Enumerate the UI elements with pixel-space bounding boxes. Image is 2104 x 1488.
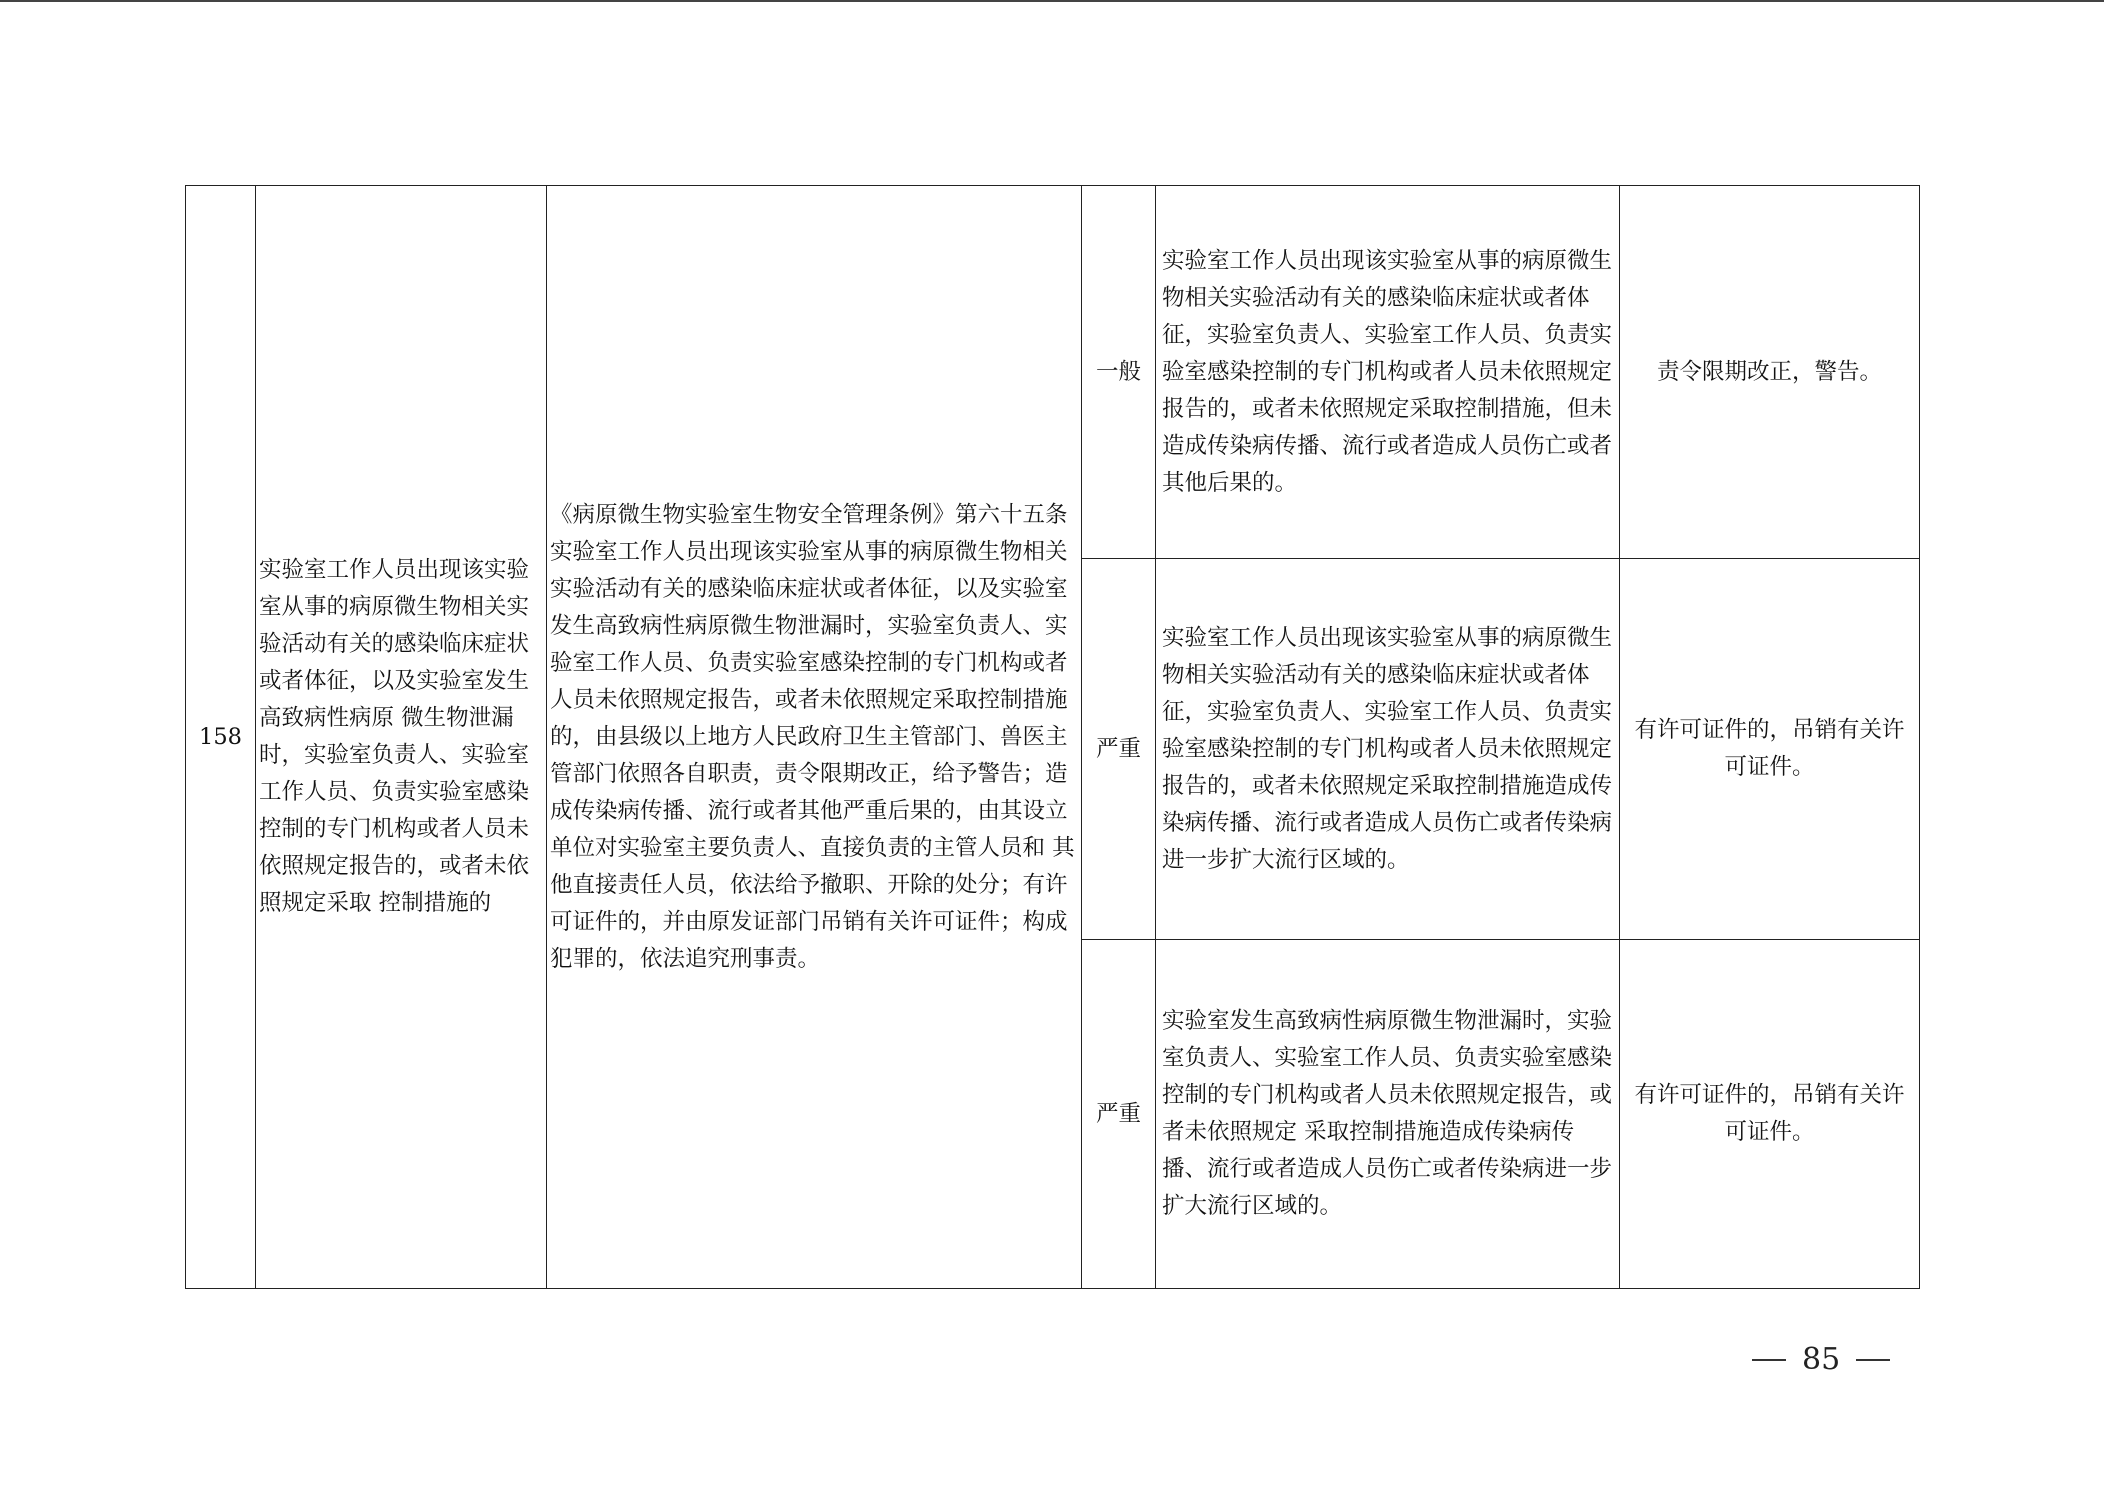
- page-number: 85: [1802, 1342, 1841, 1377]
- severity-level: 严重: [1082, 559, 1156, 940]
- severity-level: 严重: [1082, 940, 1156, 1289]
- legal-basis: 《病原微生物实验室生物安全管理条例》第六十五条 实验室工作人员出现该实验室从事的病原微生物相关实验活动有关的感染临床症状或者体征，以及实验室发生高致病性病原微生物泄漏时，实验室负责人、实验室工作人员、负责实验室感染控制的专门机构或者人员未依照规定报告，或者未依照规定采取控制措施的，由县级以上地方人民政府卫生主管部门、兽医主管部门依照各自职责，责令限期改正，给予警告；造成传染病传播、流行或者其他严重后果的，由其设立单位对实验室主要负责人、直接负责的主管人员和 其他直接责任人员，依法给予撤职、开除的处分；有许可证件的，并由原发证部门吊销有关许可证件；构成犯罪的，依法追究刑事责。: [547, 186, 1082, 1289]
- top-border-line: [0, 0, 2104, 2]
- violation-description: 实验室工作人员出现该实验室从事的病原微生物相关实验活动有关的感染临床症状或者体征，以及实验室发生高致病性病原 微生物泄漏时，实验室负责人、实验室工作人员、负责实验室感染控制的专门机构或者人员未依照规定报告的，或者未依照规定采取 控制措施的: [256, 186, 547, 1289]
- entry-number: 158: [186, 186, 256, 1289]
- severity-condition: 实验室工作人员出现该实验室从事的病原微生物相关实验活动有关的感染临床症状或者体征，实验室负责人、实验室工作人员、负责实验室感染控制的专门机构或者人员未依照规定报告的，或者未依照规定采取控制措施，但未造成传染病传播、流行或者造成人员伤亡或者其他后果的。: [1156, 186, 1620, 559]
- table-row: [186, 186, 1920, 559]
- page-footer: [1752, 1340, 1890, 1380]
- penalty: 有许可证件的，吊销有关许可证件。: [1620, 940, 1920, 1289]
- page-dash-right: [1856, 1359, 1890, 1361]
- severity-condition: 实验室发生高致病性病原微生物泄漏时，实验室负责人、实验室工作人员、负责实验室感染控制的专门机构或者人员未依照规定报告，或者未依照规定 采取控制措施造成传染病传播、流行或者造成人员伤亡或者传染病进一步扩大流行区域的。: [1156, 940, 1620, 1289]
- severity-condition: 实验室工作人员出现该实验室从事的病原微生物相关实验活动有关的感染临床症状或者体征，实验室负责人、实验室工作人员、负责实验室感染控制的专门机构或者人员未依照规定报告的，或者未依照规定采取控制措施造成传染病传播、流行或者造成人员伤亡或者传染病进一步扩大流行区域的。: [1156, 559, 1620, 940]
- page-dash-left: [1752, 1359, 1786, 1361]
- penalty: 有许可证件的，吊销有关许可证件。: [1620, 559, 1920, 940]
- penalty-standard-table: [185, 185, 1920, 1289]
- penalty: 责令限期改正，警告。: [1620, 186, 1920, 559]
- severity-level: 一般: [1082, 186, 1156, 559]
